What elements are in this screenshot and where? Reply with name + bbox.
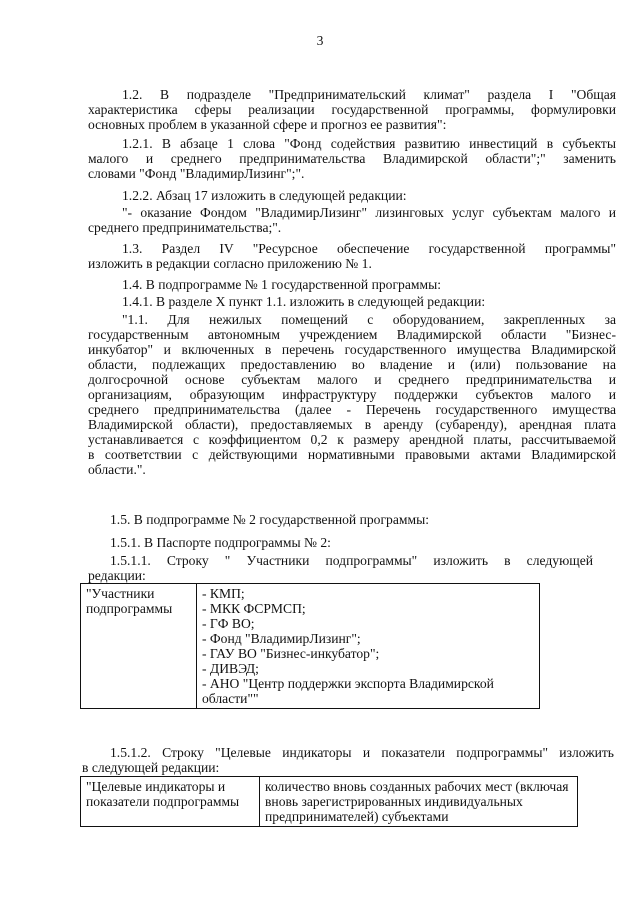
page-number: 3 bbox=[316, 33, 324, 48]
table-cell-value: количество вновь созданных рабочих мест (включая вновь зарегистрированных индивидуальных предпринимателей) субъектами bbox=[260, 777, 578, 827]
table-cell-list bbox=[197, 584, 540, 709]
participants-table bbox=[80, 583, 540, 709]
paragraph-1-2 bbox=[88, 87, 616, 132]
list-item: - АНО "Центр поддержки экспорта Владимирской области"" bbox=[202, 676, 494, 706]
paragraph-1-2-1 bbox=[88, 136, 616, 181]
text-line: малого и среднего предпринимательства Владимирской области";" заменить bbox=[88, 151, 616, 166]
paragraph-1-5-1-2 bbox=[82, 745, 614, 775]
indicators-table bbox=[80, 776, 578, 827]
list-item: - ГФ ВО; bbox=[202, 616, 255, 631]
table-cell-label: "Участники подпрограммы bbox=[81, 584, 197, 709]
paragraph-1-4 bbox=[88, 277, 616, 292]
text-line: в соответствии с действующими нормативными правовыми актами Владимирской bbox=[88, 447, 616, 462]
text-line: 1.2. В подразделе "Предпринимательский климат" раздела I "Общая bbox=[122, 87, 616, 102]
quote-1-4-1 bbox=[88, 312, 616, 477]
text-line: редакции: bbox=[88, 568, 146, 583]
text-line: "- оказание Фондом "ВладимирЛизинг" лизинговых услуг субъектам малого и bbox=[122, 205, 616, 220]
quote-1-2-2 bbox=[88, 205, 616, 235]
paragraph-1-5-1 bbox=[88, 535, 616, 550]
table-cell-label: "Целевые индикаторы и показатели подпрограммы bbox=[81, 777, 260, 827]
text-line: среднего предпринимательства;". bbox=[88, 220, 282, 235]
text-line: области, подлежащих предоставлению во владение и (или) пользование на bbox=[88, 357, 616, 372]
paragraph-1-5 bbox=[88, 512, 616, 527]
list-item: - ДИВЭД; bbox=[202, 661, 259, 676]
table-row bbox=[81, 777, 578, 827]
text-line: Владимирской области), предоставляемых в аренду (субаренду), арендная плата bbox=[88, 417, 616, 432]
text-line: изложить в редакции согласно приложению № 1. bbox=[88, 256, 372, 271]
paragraph-1-4-1 bbox=[88, 294, 616, 309]
list-item: - КМП; bbox=[202, 586, 245, 601]
text-line: 1.3. Раздел IV "Ресурсное обеспечение государственной программы" bbox=[122, 241, 616, 256]
text-line: основных проблем в указанной сфере и прогноз ее развития": bbox=[88, 117, 447, 132]
text-line: инкубатор" и включенных в перечень государственного имущества Владимирской bbox=[88, 342, 616, 357]
text-line: "1.1. Для нежилых помещений с оборудованием, закрепленных за bbox=[122, 312, 616, 327]
table-row bbox=[81, 584, 540, 709]
text-line: среднего предпринимательства (далее - Перечень государственного имущества bbox=[88, 402, 616, 417]
text-line: 1.4. В подпрограмме № 1 государственной программы: bbox=[122, 277, 441, 292]
paragraph-1-2-2 bbox=[88, 188, 616, 203]
paragraph-1-5-1-1 bbox=[88, 553, 593, 583]
text-line: характеристика сферы реализации государственной программы, формулировки bbox=[88, 102, 616, 117]
text-line: 1.5.1.2. Строку "Целевые индикаторы и показатели подпрограммы" изложить bbox=[110, 745, 614, 760]
text-line: в следующей редакции: bbox=[82, 760, 220, 775]
text-line: 1.2.2. Абзац 17 изложить в следующей редакции: bbox=[122, 188, 407, 203]
text-line: организациям, образующим инфраструктуру поддержки субъектов малого и bbox=[88, 387, 616, 402]
text-line: 1.5.1. В Паспорте подпрограммы № 2: bbox=[110, 535, 331, 550]
text-line: области.". bbox=[88, 462, 146, 477]
text-line: устанавливается с коэффициентом 0,2 к размеру арендной платы, рассчитываемой bbox=[88, 432, 616, 447]
text-line: долгосрочной основе субъектам малого и среднего предпринимательства и bbox=[88, 372, 616, 387]
text-line: 1.2.1. В абзаце 1 слова "Фонд содействия развитию инвестиций в субъекты bbox=[122, 136, 616, 151]
paragraph-1-3 bbox=[88, 241, 616, 271]
text-line: 1.5.1.1. Строку " Участники подпрограммы" изложить в следующей bbox=[110, 553, 593, 568]
text-line: 1.4.1. В разделе X пункт 1.1. изложить в следующей редакции: bbox=[122, 294, 486, 309]
text-line: словами "Фонд "ВладимирЛизинг";". bbox=[88, 166, 305, 181]
list-item: - Фонд "ВладимирЛизинг"; bbox=[202, 631, 361, 646]
text-line: 1.5. В подпрограмме № 2 государственной программы: bbox=[110, 512, 429, 527]
list-item: - МКК ФСРМСП; bbox=[202, 601, 306, 616]
list-item: - ГАУ ВО "Бизнес-инкубатор"; bbox=[202, 646, 380, 661]
text-line: государственным автономным учреждением Владимирской области "Бизнес- bbox=[88, 327, 616, 342]
